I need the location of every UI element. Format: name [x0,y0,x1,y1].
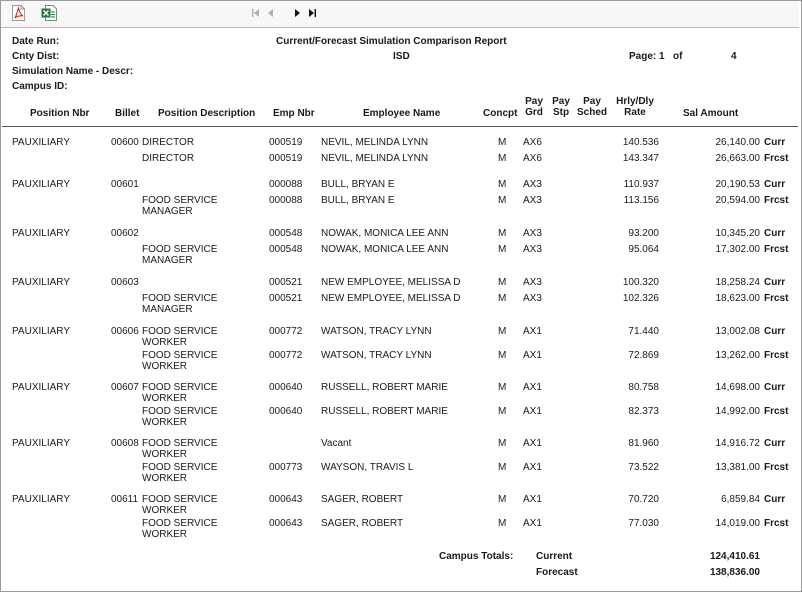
sal-amount-cell: 26,140.00 [715,137,760,148]
col-pay-grd: Pay Grd [525,96,543,118]
concpt-cell: M [498,244,507,255]
report-toolbar [1,1,799,27]
concpt-cell: M [498,518,507,529]
campus-id-label: Campus ID: [12,81,68,92]
concpt-cell: M [498,153,507,164]
employee-name-cell: BULL, BRYAN E [321,195,395,206]
toolbar-divider [1,27,799,28]
pay-grade-cell: AX1 [523,462,542,473]
billet-cell: 00606 [111,326,139,337]
position-description-cell: FOOD SERVICE MANAGER [142,244,218,266]
col-concpt: Concpt [483,108,518,119]
amount-type-cell: Frcst [764,293,789,304]
position-description-cell: FOOD SERVICE WORKER [142,326,218,348]
amount-type-cell: Curr [764,277,786,288]
employee-name-cell: RUSSELL, ROBERT MARIE [321,406,448,417]
employee-name-cell: SAGER, ROBERT [321,518,404,529]
concpt-cell: M [498,462,507,473]
amount-type-cell: Frcst [764,195,789,206]
sal-amount-cell: 18,623.00 [715,293,760,304]
position-nbr-cell: PAUXILIARY [12,326,70,337]
campus-totals-label: Campus Totals: [439,551,514,562]
amount-type-cell: Curr [764,438,786,449]
position-description-cell: FOOD SERVICE WORKER [142,406,218,428]
rate-cell: 110.937 [623,179,659,190]
position-nbr-cell: PAUXILIARY [12,179,70,190]
pay-grade-cell: AX1 [523,382,542,393]
rate-cell: 93.200 [628,228,659,239]
pay-grade-cell: AX3 [523,195,542,206]
col-pay-sched: Pay Sched [576,96,607,118]
amount-type-cell: Frcst [764,518,789,529]
pay-grade-cell: AX1 [523,350,542,361]
emp-nbr-cell: 000640 [269,382,303,393]
amount-type-cell: Frcst [764,406,789,417]
col-hrly-dly-rate: Hrly/Dly Rate [616,96,654,118]
emp-nbr-cell: 000548 [269,228,303,239]
amount-type-cell: Frcst [764,153,789,164]
page-number: Page: 1 [629,51,665,62]
col-emp-nbr: Emp Nbr [273,108,315,119]
employee-name-cell: NEVIL, MELINDA LYNN [321,153,429,164]
concpt-cell: M [498,494,507,505]
excel-export-icon[interactable] [41,5,57,21]
employee-name-cell: RUSSELL, ROBERT MARIE [321,382,448,393]
rate-cell: 80.758 [628,382,659,393]
sal-amount-cell: 13,381.00 [715,462,760,473]
amount-type-cell: Curr [764,228,786,239]
page-of-label: of [673,51,683,62]
sal-amount-cell: 14,019.00 [715,518,760,529]
rate-cell: 102.326 [622,293,659,304]
totals-current-value: 124,410.61 [709,551,760,562]
concpt-cell: M [498,293,507,304]
position-description-cell: FOOD SERVICE WORKER [142,518,218,540]
position-nbr-cell: PAUXILIARY [12,277,70,288]
rate-cell: 95.064 [628,244,659,255]
sal-amount-cell: 17,302.00 [715,244,760,255]
sal-amount-cell: 14,992.00 [715,406,760,417]
concpt-cell: M [498,326,507,337]
emp-nbr-cell: 000772 [269,350,303,361]
col-position-nbr: Position Nbr [30,108,90,119]
emp-nbr-cell: 000640 [269,406,303,417]
amount-type-cell: Curr [764,382,786,393]
pay-grade-cell: AX3 [523,179,542,190]
emp-nbr-cell: 000519 [269,153,303,164]
pay-grade-cell: AX1 [523,518,542,529]
pay-grade-cell: AX6 [523,137,542,148]
concpt-cell: M [498,137,507,148]
emp-nbr-cell: 000548 [269,244,303,255]
billet-cell: 00608 [111,438,139,449]
date-run-label: Date Run: [12,36,60,47]
amount-type-cell: Curr [764,137,786,148]
employee-name-cell: SAGER, ROBERT [321,494,404,505]
sal-amount-cell: 6,859.84 [721,494,760,505]
concpt-cell: M [498,382,507,393]
position-nbr-cell: PAUXILIARY [12,438,70,449]
employee-name-cell: BULL, BRYAN E [321,179,395,190]
employee-name-cell: NOWAK, MONICA LEE ANN [321,228,449,239]
rate-cell: 70.720 [628,494,659,505]
position-description-cell: FOOD SERVICE WORKER [142,438,218,460]
last-page-icon[interactable] [307,8,317,18]
amount-type-cell: Frcst [764,350,789,361]
position-description-cell: FOOD SERVICE WORKER [142,462,218,484]
pay-grade-cell: AX3 [523,277,542,288]
employee-name-cell: WAYSON, TRAVIS L [321,462,414,473]
emp-nbr-cell: 000088 [269,179,303,190]
rate-cell: 140.536 [622,137,659,148]
concpt-cell: M [498,350,507,361]
district-name: ISD [393,51,410,62]
sal-amount-cell: 10,345.20 [715,228,760,239]
pay-grade-cell: AX3 [523,244,542,255]
amount-type-cell: Frcst [764,462,789,473]
col-sal-amount: Sal Amount [683,108,739,119]
report-title: Current/Forecast Simulation Comparison Report [276,36,507,47]
pay-grade-cell: AX1 [523,494,542,505]
pay-grade-cell: AX3 [523,228,542,239]
position-description-cell: FOOD SERVICE WORKER [142,382,218,404]
position-nbr-cell: PAUXILIARY [12,137,70,148]
emp-nbr-cell: 000521 [269,277,303,288]
totals-current-label: Current [536,551,573,562]
amount-type-cell: Curr [764,179,786,190]
pdf-export-icon[interactable] [12,5,25,21]
position-nbr-cell: PAUXILIARY [12,228,70,239]
amount-type-cell: Curr [764,326,786,337]
pay-grade-cell: AX3 [523,293,542,304]
employee-name-cell: NEVIL, MELINDA LYNN [321,137,429,148]
amount-type-cell: Curr [764,494,786,505]
pay-grade-cell: AX1 [523,438,542,449]
sal-amount-cell: 13,002.08 [715,326,760,337]
rate-cell: 73.522 [628,462,659,473]
billet-cell: 00611 [111,494,139,505]
col-position-description: Position Description [158,108,256,119]
employee-name-cell: NEW EMPLOYEE, MELISSA D [321,277,461,288]
simulation-name-label: Simulation Name - Descr: [12,66,134,77]
billet-cell: 00600 [111,137,139,148]
rate-cell: 113.156 [623,195,659,206]
concpt-cell: M [498,406,507,417]
rate-cell: 82.373 [628,406,659,417]
rate-cell: 71.440 [628,326,659,337]
concpt-cell: M [498,438,507,449]
position-description-cell: FOOD SERVICE WORKER [142,494,218,516]
prev-page-icon[interactable] [266,8,276,18]
sal-amount-cell: 14,916.72 [715,438,760,449]
rate-cell: 77.030 [628,518,659,529]
col-billet: Billet [115,108,140,119]
cnty-dist-label: Cnty Dist: [12,51,60,62]
employee-name-cell: NEW EMPLOYEE, MELISSA D [321,293,461,304]
emp-nbr-cell: 000773 [269,462,303,473]
position-nbr-cell: PAUXILIARY [12,494,70,505]
billet-cell: 00603 [111,277,139,288]
billet-cell: 00602 [111,228,139,239]
pay-grade-cell: AX6 [523,153,542,164]
emp-nbr-cell: 000772 [269,326,303,337]
sal-amount-cell: 20,190.53 [715,179,760,190]
concpt-cell: M [498,179,507,190]
sal-amount-cell: 26,663.00 [715,153,760,164]
sal-amount-cell: 18,258.24 [715,277,760,288]
totals-forecast-label: Forecast [536,567,578,578]
emp-nbr-cell: 000088 [269,195,303,206]
emp-nbr-cell: 000521 [269,293,303,304]
sal-amount-cell: 20,594.00 [715,195,760,206]
employee-name-cell: WATSON, TRACY LYNN [321,326,432,337]
position-nbr-cell: PAUXILIARY [12,382,70,393]
sal-amount-cell: 13,262.00 [715,350,760,361]
total-pages: 4 [731,51,737,62]
rate-cell: 143.347 [622,153,659,164]
employee-name-cell: NOWAK, MONICA LEE ANN [321,244,449,255]
concpt-cell: M [498,277,507,288]
position-description-cell: DIRECTOR [142,137,195,148]
sal-amount-cell: 14,698.00 [715,382,760,393]
pay-grade-cell: AX1 [523,406,542,417]
col-employee-name: Employee Name [363,108,441,119]
concpt-cell: M [498,228,507,239]
position-description-cell: FOOD SERVICE WORKER [142,350,218,372]
emp-nbr-cell: 000519 [269,137,303,148]
employee-name-cell: WATSON, TRACY LYNN [321,350,432,361]
amount-type-cell: Frcst [764,244,789,255]
position-description-cell: FOOD SERVICE MANAGER [142,293,218,315]
billet-cell: 00607 [111,382,139,393]
rate-cell: 81.960 [628,438,659,449]
totals-forecast-value: 138,836.00 [709,567,760,578]
emp-nbr-cell: 000643 [269,518,303,529]
employee-name-cell: Vacant [321,438,352,449]
rate-cell: 100.320 [622,277,659,288]
billet-cell: 00601 [111,179,139,190]
first-page-icon[interactable] [251,8,261,18]
position-description-cell: DIRECTOR [142,153,195,164]
concpt-cell: M [498,195,507,206]
header-separator [2,126,798,127]
position-description-cell: FOOD SERVICE MANAGER [142,195,218,217]
emp-nbr-cell: 000643 [269,494,303,505]
col-pay-stp: Pay Stp [552,96,570,118]
pay-grade-cell: AX1 [523,326,542,337]
next-page-icon[interactable] [292,8,302,18]
rate-cell: 72.869 [628,350,659,361]
